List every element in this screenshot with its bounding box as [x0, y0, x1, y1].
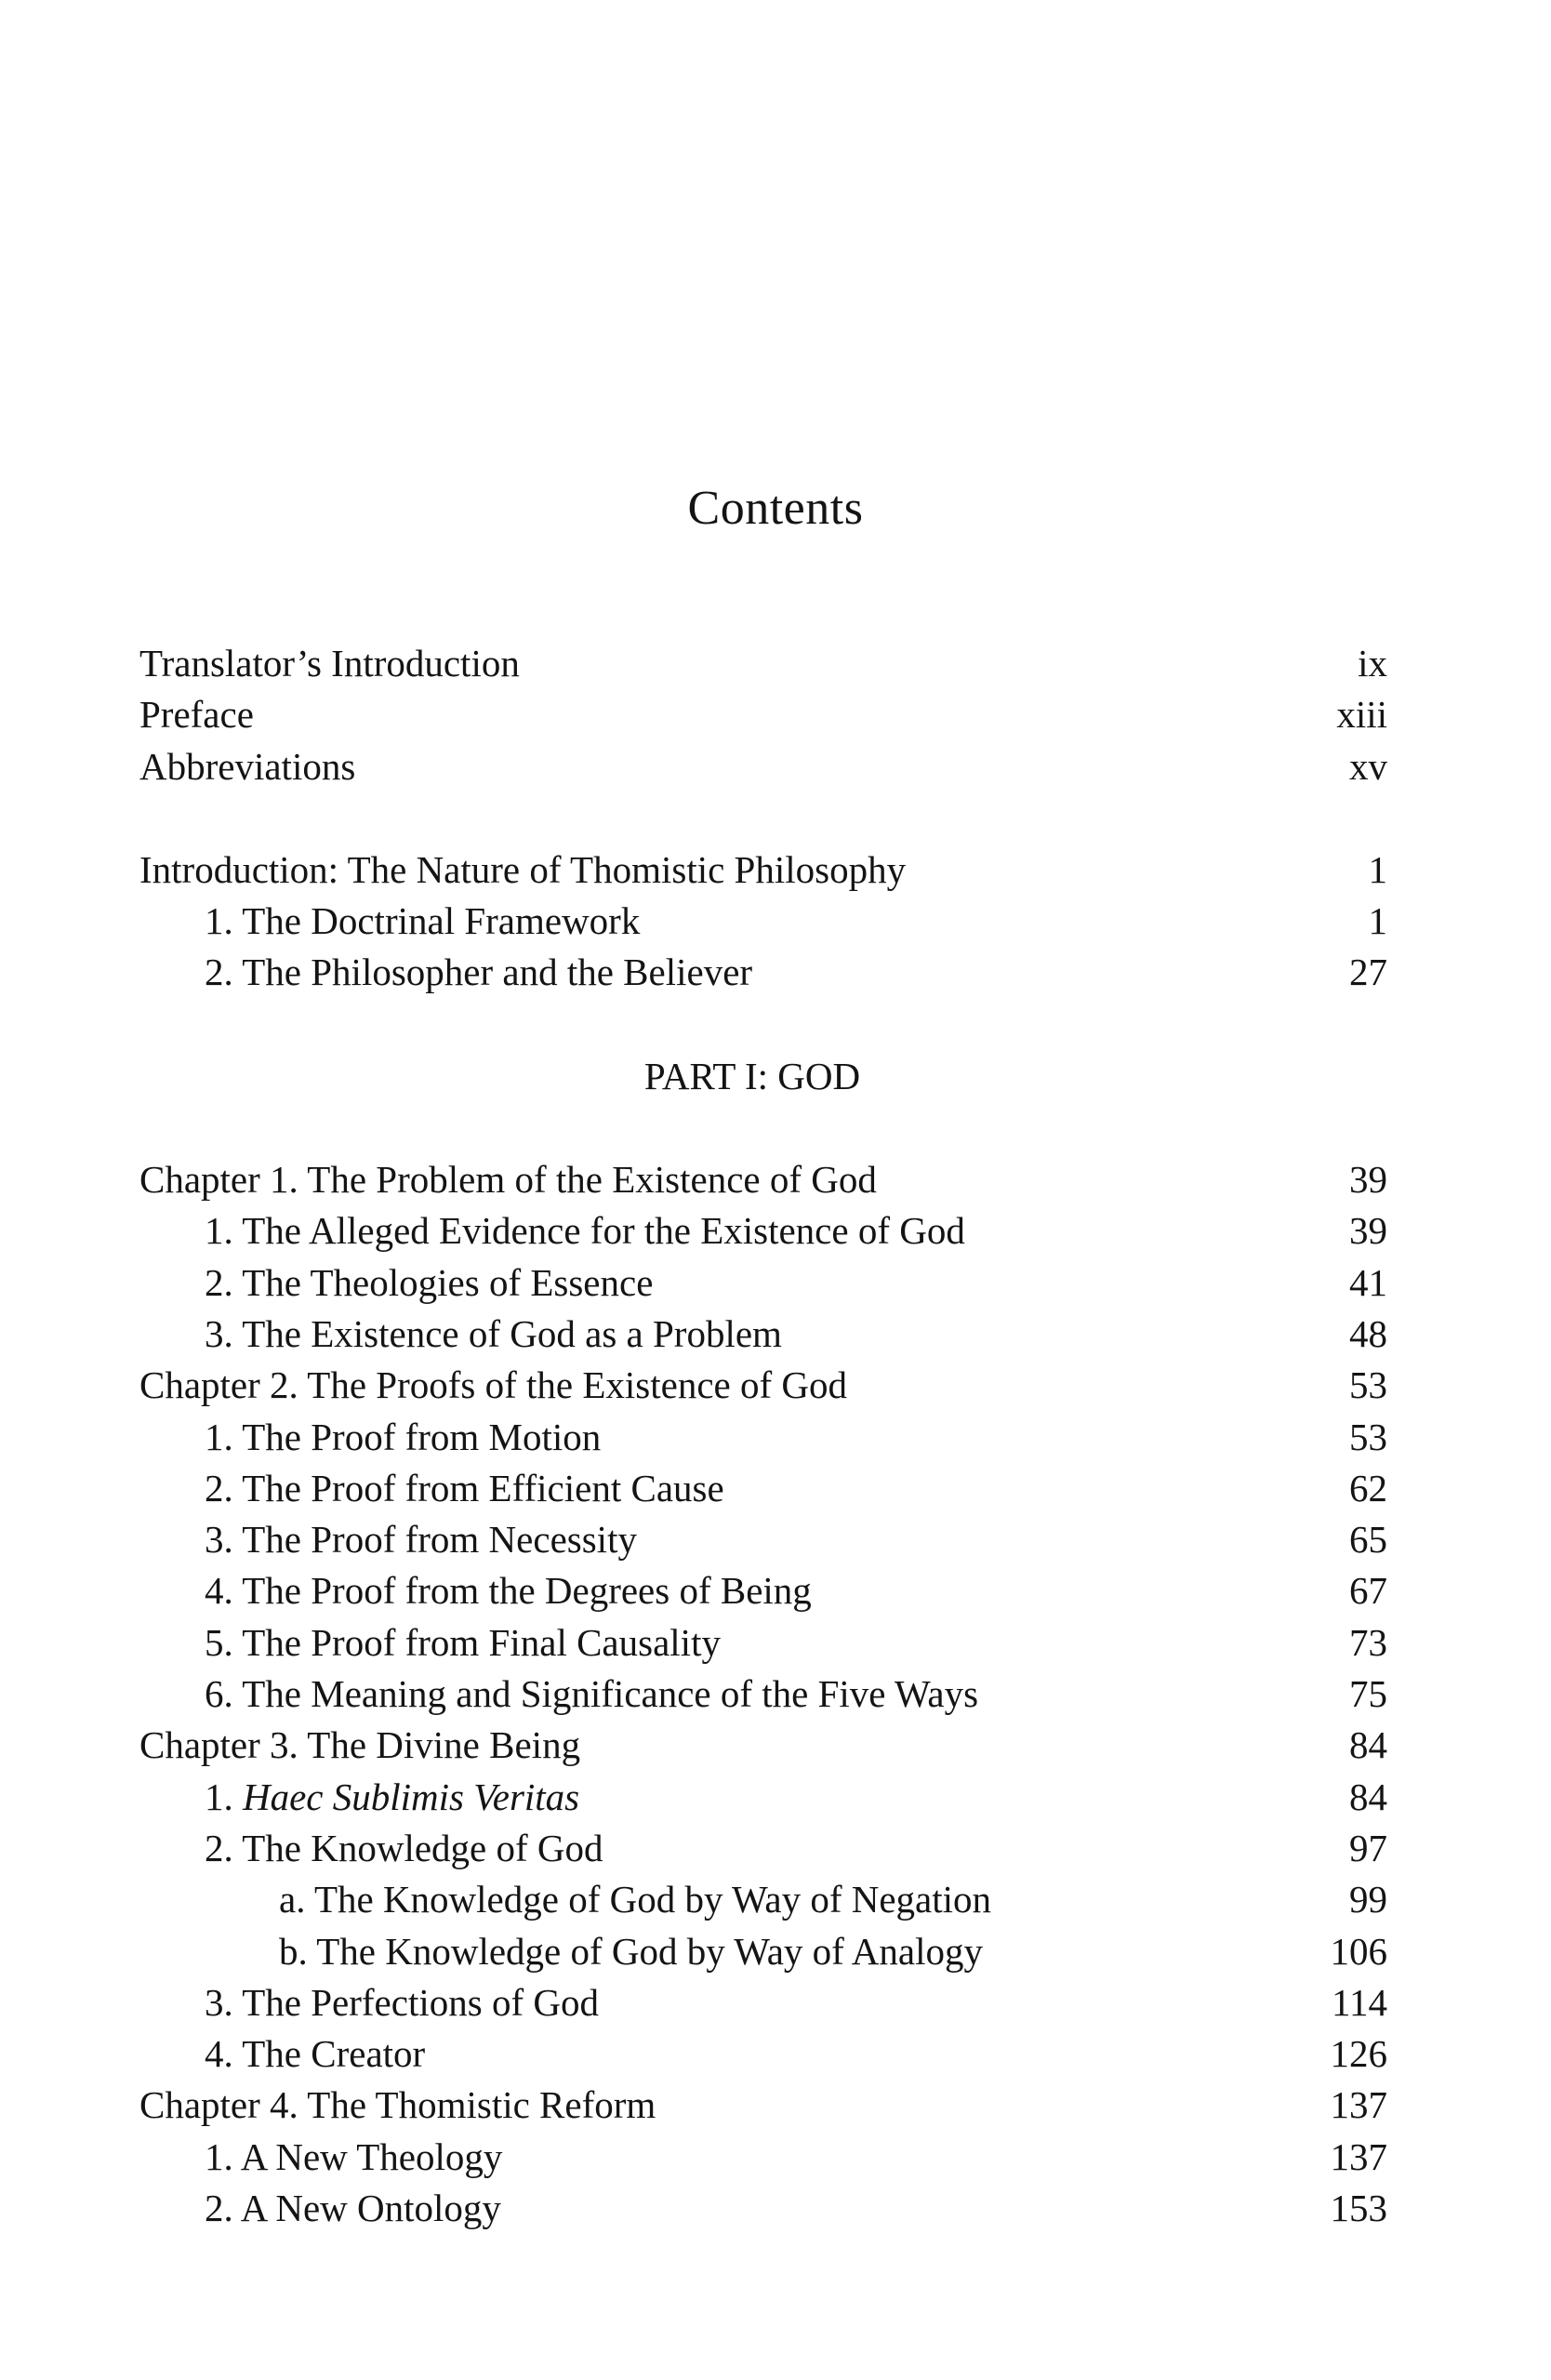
toc-entry-page: xiii: [1336, 693, 1387, 737]
toc-entry-page: 39: [1349, 1209, 1387, 1253]
toc-entry-label: 2. The Philosopher and the Believer: [205, 951, 753, 994]
toc-entry[interactable]: [139, 1617, 1387, 1669]
toc-entry-chapter-4[interactable]: [139, 2080, 1387, 2131]
toc-entry-label: 2. The Knowledge of God: [205, 1826, 603, 1869]
toc-entry-label: Chapter 2. The Proofs of the Existence of God: [139, 1363, 847, 1407]
toc-entry-label: 1. The Proof from Motion: [205, 1415, 602, 1458]
toc-entry[interactable]: [139, 1669, 1387, 1720]
toc-entry-page: 1: [1368, 847, 1387, 891]
toc-entry-label: Abbreviations: [139, 744, 356, 788]
toc-entry-page: 27: [1349, 951, 1387, 994]
toc-entry-page: 153: [1330, 2187, 1387, 2230]
toc-entry[interactable]: [139, 1565, 1387, 1616]
part-heading: PART I: GOD: [643, 1054, 861, 1097]
toc-entry-label: 3. The Existence of God as a Problem: [205, 1311, 782, 1355]
toc-entry[interactable]: [139, 1205, 1387, 1256]
toc-entry-label: Preface: [139, 693, 254, 737]
toc-entry[interactable]: [139, 1926, 1387, 1977]
toc-entry-chapter-1[interactable]: [139, 1154, 1387, 1205]
table-of-contents: [139, 638, 1387, 2234]
toc-entry-chapter-2[interactable]: [139, 1360, 1387, 1411]
toc-entry-label: 3. The Proof from Necessity: [205, 1518, 637, 1562]
toc-entry-label: Chapter 1. The Problem of the Existence of God: [139, 1158, 877, 1202]
toc-entry[interactable]: [139, 2183, 1387, 2234]
toc-entry-label: 4. The Creator: [205, 2032, 426, 2076]
toc-entry-label: 1. A New Theology: [205, 2134, 503, 2178]
toc-entry-label: 4. The Proof from the Degrees of Being: [205, 1569, 812, 1613]
toc-entry-label: [139, 1772, 579, 1823]
toc-entry-page: 114: [1332, 1980, 1387, 2024]
toc-entry-label: 1. The Doctrinal Framework: [205, 899, 641, 943]
toc-entry[interactable]: [139, 1257, 1387, 1309]
toc-entry-page: 99: [1349, 1878, 1387, 1921]
toc-entry-label: 1. The Alleged Evidence for the Existence of God: [205, 1209, 965, 1253]
toc-entry-translators-introduction[interactable]: [139, 638, 1387, 689]
toc-entry-page: 1: [1368, 899, 1387, 943]
toc-entry-label: b. The Knowledge of God by Way of Analogy: [279, 1929, 983, 1973]
toc-entry-page: 65: [1349, 1518, 1387, 1562]
toc-entry-abbreviations[interactable]: [139, 741, 1387, 792]
toc-entry-label: Translator’s Introduction: [139, 642, 520, 685]
toc-entry-label: Introduction: The Nature of Thomistic Philosophy: [139, 847, 907, 891]
toc-entry[interactable]: [139, 1309, 1387, 1360]
toc-entry-page: 62: [1349, 1466, 1387, 1509]
toc-entry-number: 1.: [205, 1775, 243, 1818]
toc-entry-page: 137: [1330, 2134, 1387, 2178]
toc-entry-page: 73: [1349, 1620, 1387, 1664]
section-spacer: [139, 1102, 1387, 1154]
toc-entry-introduction[interactable]: [139, 844, 1387, 896]
toc-entry-label: Chapter 4. The Thomistic Reform: [139, 2083, 656, 2127]
toc-entry-label: a. The Knowledge of God by Way of Negation: [279, 1878, 992, 1921]
toc-entry-page: xv: [1349, 744, 1387, 788]
toc-entry[interactable]: [139, 2132, 1387, 2183]
toc-entry[interactable]: [139, 2028, 1387, 2080]
toc-entry-page: 48: [1349, 1311, 1387, 1355]
toc-entry[interactable]: [139, 1823, 1387, 1874]
toc-entry-label: 3. The Perfections of God: [205, 1980, 599, 2024]
toc-entry-page: ix: [1358, 642, 1387, 685]
toc-entry-page: 53: [1349, 1363, 1387, 1407]
toc-entry-doctrinal-framework[interactable]: [139, 896, 1387, 947]
toc-entry-label: 2. The Proof from Efficient Cause: [205, 1466, 724, 1509]
section-spacer: [139, 999, 1387, 1051]
toc-entry-page: 53: [1349, 1415, 1387, 1458]
toc-entry-chapter-3[interactable]: [139, 1720, 1387, 1771]
toc-entry-label: 6. The Meaning and Significance of the Five Ways: [205, 1672, 979, 1716]
toc-entry-italic-title: Haec Sublimis Veritas: [243, 1775, 580, 1818]
toc-entry[interactable]: [139, 1977, 1387, 2028]
toc-entry[interactable]: [139, 1874, 1387, 1925]
toc-entry-page: 75: [1349, 1672, 1387, 1716]
toc-entry-label: 5. The Proof from Final Causality: [205, 1620, 721, 1664]
toc-entry-label: 2. A New Ontology: [205, 2187, 501, 2230]
toc-entry-label: 2. The Theologies of Essence: [205, 1260, 654, 1304]
toc-entry-page: 84: [1349, 1775, 1387, 1818]
toc-entry-page: 41: [1349, 1260, 1387, 1304]
toc-entry[interactable]: [139, 1514, 1387, 1565]
toc-entry-page: 39: [1349, 1158, 1387, 1202]
toc-entry[interactable]: [139, 1463, 1387, 1514]
toc-entry[interactable]: [139, 1772, 1387, 1823]
toc-entry[interactable]: [139, 1412, 1387, 1463]
toc-entry-page: 137: [1330, 2083, 1387, 2127]
toc-entry-label: Chapter 3. The Divine Being: [139, 1723, 581, 1767]
section-spacer: [139, 792, 1387, 844]
page-title: Contents: [687, 482, 864, 535]
toc-entry-page: 106: [1330, 1929, 1387, 1973]
toc-entry-page: 84: [1349, 1723, 1387, 1767]
toc-entry-preface[interactable]: [139, 689, 1387, 740]
toc-entry-page: 126: [1330, 2032, 1387, 2076]
toc-entry-page: 67: [1349, 1569, 1387, 1613]
toc-entry-philosopher-and-believer[interactable]: [139, 947, 1387, 998]
toc-entry-page: 97: [1349, 1826, 1387, 1869]
